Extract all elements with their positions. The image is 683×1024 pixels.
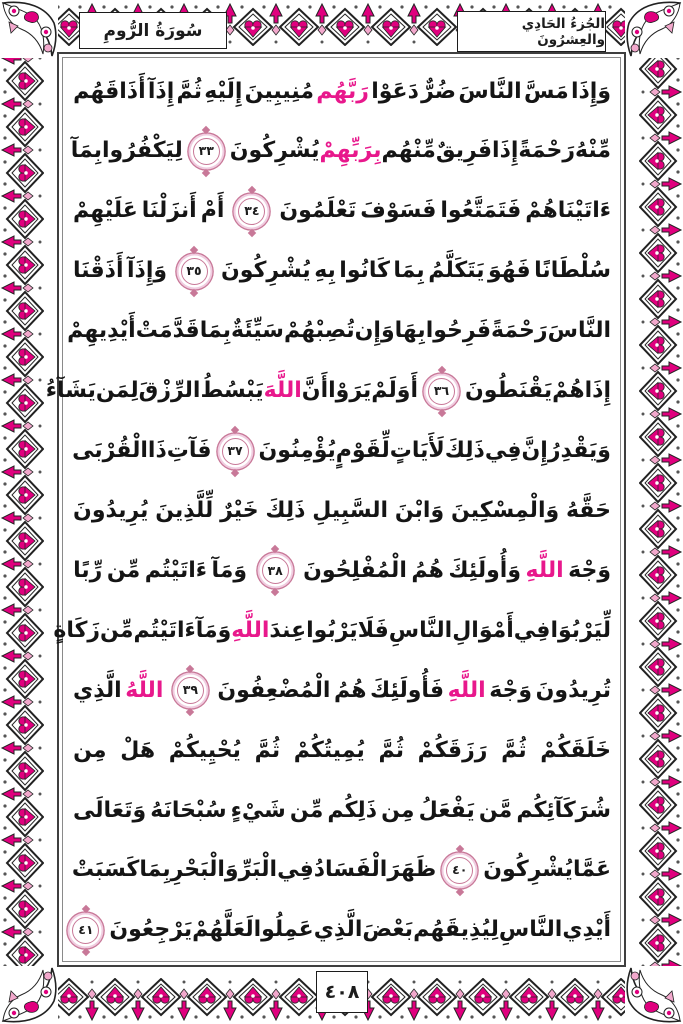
verse-marker-35 bbox=[181, 258, 208, 285]
word: النَّاسَ bbox=[547, 318, 611, 344]
word: النَّاسَ bbox=[458, 78, 522, 104]
word: وَجْهَ bbox=[489, 677, 533, 703]
highlighted-word: بِرَبِّهِمْ bbox=[319, 138, 382, 164]
word: فَهُوَ bbox=[487, 258, 531, 284]
word: الَّذِي bbox=[313, 917, 363, 943]
verse-marker-33 bbox=[193, 138, 220, 165]
word: لِّلَّذِينَ bbox=[155, 497, 214, 523]
border-corner-ornament-bottom-right bbox=[625, 966, 683, 1024]
quran-line-10 bbox=[53, 601, 611, 660]
word: يَبْسُطُ bbox=[200, 378, 264, 404]
verse-number: ٣٩ bbox=[182, 682, 199, 698]
word: الَّذِي bbox=[73, 677, 122, 703]
word: مِّن bbox=[100, 617, 134, 643]
word: ءَاتَيْنَاهُمْ bbox=[525, 198, 611, 224]
page-number-box bbox=[316, 971, 368, 1013]
word: يُؤْمِنُونَ bbox=[258, 438, 336, 464]
word: رِّبًا bbox=[73, 557, 103, 583]
quran-line-12 bbox=[73, 721, 611, 780]
verse-number: ٣٥ bbox=[186, 263, 202, 279]
word: أَنَّ bbox=[301, 378, 329, 404]
quran-line-14 bbox=[73, 841, 611, 900]
word: مِن bbox=[73, 737, 107, 763]
word: لَأَيَاتٍ bbox=[389, 438, 445, 464]
word: الْقُرْبَى bbox=[72, 438, 148, 464]
word: ذَلِكَ bbox=[444, 438, 485, 464]
word: ذَلِكَ bbox=[265, 497, 306, 523]
word: أَوَلَمْ bbox=[371, 378, 419, 404]
word: إِلَيْهِ bbox=[204, 78, 243, 104]
highlighted-word: اللَّهِ bbox=[525, 557, 564, 583]
word: عَمَّا bbox=[572, 857, 611, 883]
word: مُنِيبِينَ bbox=[244, 78, 314, 104]
word: لِيُذِيقَهُم bbox=[413, 917, 499, 943]
word: مِّن bbox=[289, 797, 324, 823]
word: أَنزَلْنَا bbox=[141, 198, 197, 224]
word: النَّاسِ bbox=[498, 917, 563, 943]
word: عِندَ bbox=[269, 617, 307, 643]
word: ءَاتَيْتُم bbox=[144, 557, 207, 583]
quran-line-9 bbox=[73, 541, 611, 600]
highlighted-word: اللَّهِ bbox=[447, 677, 486, 703]
word: الْمُفْلِحُونَ bbox=[303, 557, 407, 583]
word: تَعْلَمُونَ bbox=[279, 198, 357, 224]
surah-title-cartouche bbox=[79, 12, 227, 49]
word: الْمُضْعِفُونَ bbox=[217, 677, 331, 703]
quran-text-block bbox=[45, 62, 611, 960]
verse-marker-39 bbox=[177, 677, 204, 704]
word: رَحْمَةً bbox=[518, 138, 576, 164]
ornamental-border-right bbox=[639, 0, 683, 1024]
word: وَتَعَالَى bbox=[73, 797, 147, 823]
word: بَعْضَ bbox=[362, 917, 414, 943]
word: وَمَآ bbox=[195, 617, 232, 643]
word: النَّاسِ bbox=[388, 617, 453, 643]
word: يَرَوْا bbox=[328, 378, 372, 404]
word: ثُمَّ bbox=[176, 78, 203, 104]
word: تُصِبْهُمْ bbox=[283, 318, 355, 344]
word: إِذَآ bbox=[147, 78, 175, 104]
word: شَيْءٍ bbox=[230, 797, 286, 823]
word: فِي bbox=[484, 438, 522, 464]
word: لِّقَوْمٍ bbox=[335, 438, 390, 464]
word: ثُمَّ bbox=[501, 737, 527, 763]
word: بِهِ bbox=[314, 258, 336, 284]
word: فَسَوْفَ bbox=[360, 198, 437, 224]
verse-number: ٣٦ bbox=[433, 382, 450, 398]
word: فَلَا bbox=[357, 617, 389, 643]
word: إِذَا bbox=[492, 138, 519, 164]
quran-line-13 bbox=[73, 781, 611, 840]
verse-marker-34 bbox=[238, 198, 265, 225]
border-corner-ornament-top-left bbox=[0, 0, 58, 58]
word: هَلْ bbox=[120, 737, 156, 763]
word: يُشْرِكُونَ bbox=[221, 258, 311, 284]
word: أَيْدِيهِمْ bbox=[67, 318, 136, 344]
word: رَحْمَةً bbox=[490, 318, 548, 344]
highlighted-word: اللَّهَ bbox=[263, 378, 302, 404]
word: بِمَآ bbox=[70, 138, 102, 164]
word: بِمَا bbox=[139, 857, 171, 883]
word: دَعَوْا bbox=[371, 78, 419, 104]
word: ظَهَرَ bbox=[387, 857, 437, 883]
word: كَانُوا bbox=[339, 258, 390, 284]
word: فَرِحُوا bbox=[425, 318, 491, 344]
quran-line-15 bbox=[73, 901, 611, 960]
word: ءَاتَيْتُم bbox=[133, 617, 196, 643]
word: وَالْمِسْكِينَ bbox=[450, 497, 560, 523]
word: يُمِيتُكُمْ bbox=[293, 737, 365, 763]
word: وَيَقْدِرُ bbox=[547, 438, 611, 464]
word: لِمَن bbox=[95, 378, 139, 404]
word: يَقْنَطُونَ bbox=[465, 378, 553, 404]
word: زَكَاةٍ bbox=[53, 617, 101, 643]
word: الْبَرِّ bbox=[238, 857, 278, 883]
juz-title-cartouche bbox=[457, 11, 606, 52]
word: إِنَّ bbox=[521, 438, 548, 464]
word: ذَا bbox=[147, 438, 167, 464]
word: ضُرٌّ bbox=[421, 78, 457, 104]
word: أَيْدِي bbox=[562, 917, 611, 943]
verse-marker-40 bbox=[446, 857, 473, 884]
verse-marker-36 bbox=[428, 378, 455, 405]
verse-number: ٤١ bbox=[78, 922, 94, 938]
word: هُمُ bbox=[333, 677, 367, 703]
word: وَإِذَا bbox=[570, 78, 611, 104]
word: عَلَيْهِمْ bbox=[73, 198, 138, 224]
word: يُحْيِيكُمْ bbox=[168, 737, 241, 763]
word: شُرَكَآئِكُم bbox=[516, 797, 611, 823]
word: خَلَقَكُمْ bbox=[540, 737, 611, 763]
word: رَزَقَكُمْ bbox=[417, 737, 488, 763]
verse-marker-41 bbox=[72, 917, 99, 944]
word: يَفْعَلُ bbox=[418, 797, 475, 823]
word: سُبْحَانَهُ bbox=[150, 797, 227, 823]
word: فَآتِ bbox=[166, 438, 212, 464]
word: حَقَّهُ bbox=[565, 497, 611, 523]
word: ذَلِكُم bbox=[327, 797, 377, 823]
word: ثُمَّ bbox=[254, 737, 281, 763]
word: يَتَكَلَّمُ bbox=[428, 258, 485, 284]
word: أَمْ bbox=[200, 198, 225, 224]
quran-line-11 bbox=[73, 661, 611, 720]
word: هُمْ bbox=[552, 378, 585, 404]
word: يَرْبُوا bbox=[306, 617, 358, 643]
word: إِذَا bbox=[584, 378, 611, 404]
word: فِي bbox=[513, 617, 551, 643]
verse-number: ٣٧ bbox=[227, 442, 243, 458]
word: يُشْرِكُونَ bbox=[229, 138, 320, 164]
word: لِّيَرْبُوَا bbox=[550, 617, 611, 643]
ornamental-border-left bbox=[0, 0, 44, 1024]
word: فَتَمَتَّعُوا bbox=[440, 198, 522, 224]
word: يَرْجِعُونَ bbox=[109, 917, 193, 943]
word: وَمَآ bbox=[211, 557, 248, 583]
word: وَجْهَ bbox=[568, 557, 611, 583]
word: يُشْرِكُونَ bbox=[483, 857, 573, 883]
word: أَمْوَالِ bbox=[452, 617, 514, 643]
quran-line-7 bbox=[73, 422, 611, 481]
quran-line-5 bbox=[67, 302, 611, 361]
word: الرِّزْقَ bbox=[138, 378, 201, 404]
word: مِّن bbox=[106, 557, 141, 583]
verse-number: ٣٤ bbox=[244, 203, 260, 219]
word: قَدَّمَتْ bbox=[135, 318, 200, 344]
quran-line-1 bbox=[73, 62, 611, 121]
surah-title-text: سُورَةُ الرُّومِ bbox=[103, 20, 203, 41]
word: فِي bbox=[277, 857, 314, 883]
word: وَإِن bbox=[354, 318, 395, 344]
quran-line-3 bbox=[73, 182, 611, 241]
word: هُمُ bbox=[411, 557, 444, 583]
quran-line-2 bbox=[70, 122, 611, 181]
word: عَمِلُوا bbox=[253, 917, 314, 943]
word: مِن bbox=[381, 797, 415, 823]
word: أَذَقْنَا bbox=[73, 258, 124, 284]
word: وَابْنَ bbox=[394, 497, 445, 523]
word: أَذَاقَهُم bbox=[73, 78, 146, 104]
verse-marker-37 bbox=[222, 438, 249, 465]
word: تُرِيدُونَ bbox=[535, 677, 611, 703]
word: مِّنْهُم bbox=[381, 138, 436, 164]
word: يَشَآءُ bbox=[45, 378, 96, 404]
word: بِمَا bbox=[199, 318, 231, 344]
verse-number: ٣٣ bbox=[198, 143, 214, 159]
word: كَسَبَتْ bbox=[71, 857, 140, 883]
verse-number: ٤٠ bbox=[452, 862, 468, 878]
word: بِمَا bbox=[393, 258, 425, 284]
juz-title-text: الجُزءُ الحَادِي والعِشرُونَ bbox=[521, 15, 605, 48]
word: مَّن bbox=[478, 797, 513, 823]
verse-number: ٣٨ bbox=[267, 562, 283, 578]
highlighted-word: رَبَّهُم bbox=[316, 78, 369, 104]
word: سَيِّئَةٌ bbox=[231, 318, 284, 344]
highlighted-word: اللَّهُ bbox=[125, 677, 164, 703]
word: مَسَّ bbox=[523, 78, 569, 104]
border-corner-ornament-top-right bbox=[625, 0, 683, 58]
word: وَأُولَئِكَ bbox=[448, 557, 521, 583]
word: فَأُولَئِكَ bbox=[370, 677, 445, 703]
word: الْفَسَادُ bbox=[313, 857, 388, 883]
word: يُرِيدُونَ bbox=[73, 497, 149, 523]
border-corner-ornament-bottom-left bbox=[0, 966, 58, 1024]
word: السَّبِيلِ bbox=[312, 497, 389, 523]
highlighted-word: اللَّهِ bbox=[231, 617, 270, 643]
word: لِيَكْفُرُوا bbox=[102, 138, 183, 164]
page-number: ٤٠٨ bbox=[324, 981, 360, 1003]
word: مِّنْهُ bbox=[575, 138, 611, 164]
word: ثُمَّ bbox=[378, 737, 404, 763]
quran-line-6 bbox=[45, 362, 611, 421]
verse-marker-38 bbox=[262, 557, 289, 584]
word: وَالْبَحْرِ bbox=[170, 857, 239, 883]
word: وَإِذَآ bbox=[126, 258, 168, 284]
word: خَيْرٌ bbox=[220, 497, 259, 523]
quran-line-8 bbox=[73, 481, 611, 540]
word: سُلْطَانًا bbox=[534, 258, 611, 284]
quran-line-4 bbox=[73, 242, 611, 301]
word: فَرِيقٌ bbox=[435, 138, 493, 164]
word: لَعَلَّهُمْ bbox=[192, 917, 254, 943]
word: بِهَا bbox=[394, 318, 426, 344]
